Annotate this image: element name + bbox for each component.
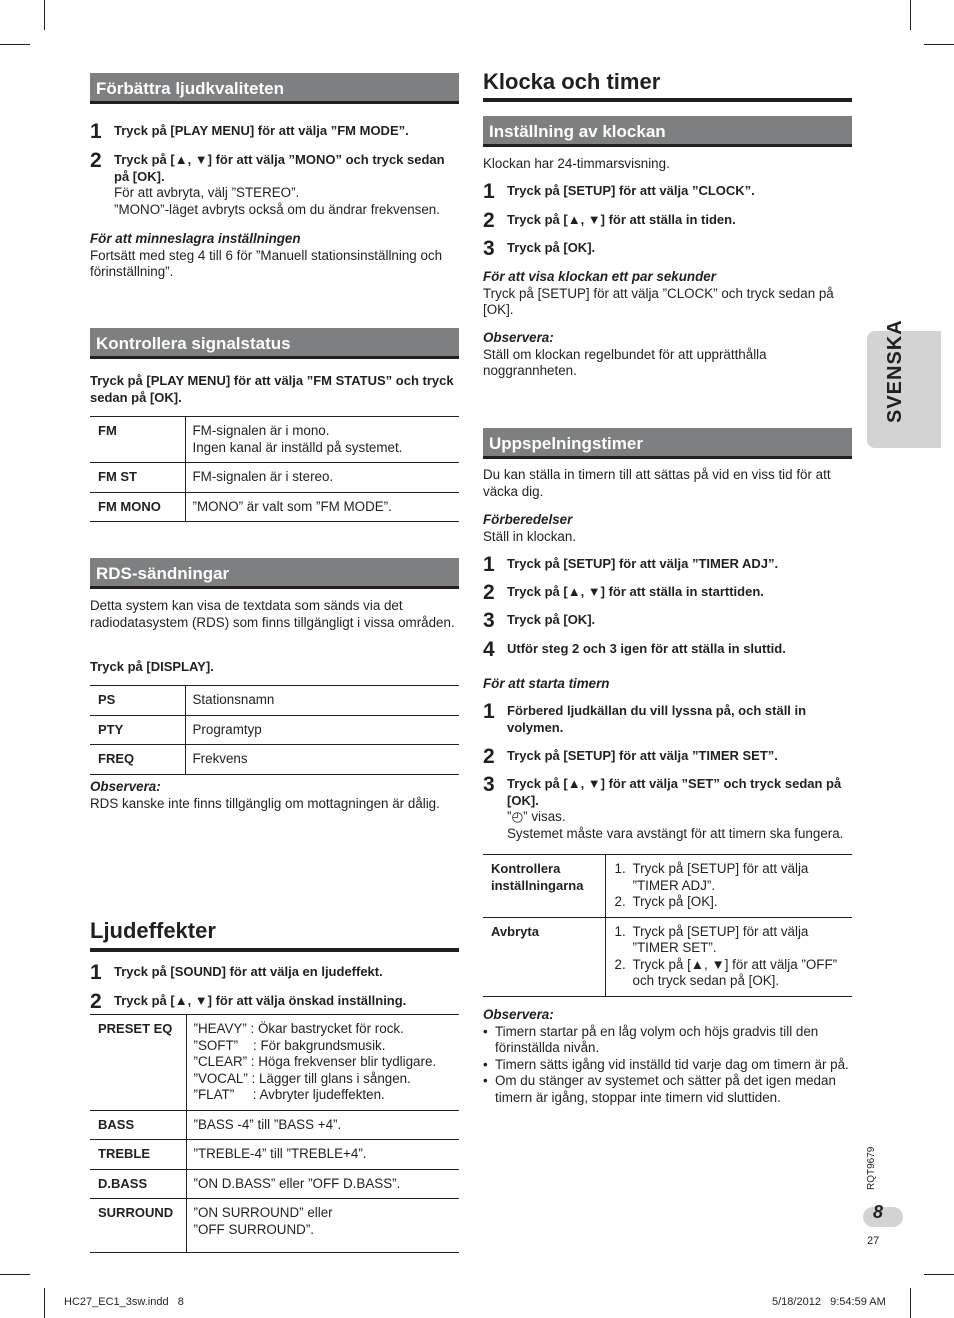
heading-rule [90, 948, 459, 952]
table-row: FM ST FM-signalen är i stereo. [90, 463, 459, 493]
start-step-1: 1 Förbered ljudkällan du vill lyssna på, och ställ in volymen. [483, 700, 807, 735]
table-row: Kontrollera inställningarna 1. Tryck på [SETUP] för att välja ”TIMER ADJ”. 2. Tryck på [OK]. [483, 855, 852, 918]
list-item: 1. Tryck på [SETUP] för att välja ”TIMER SET”. [614, 923, 809, 955]
heading-sound-effects: Ljudeffekter [90, 918, 216, 943]
rds-intro: Detta system kan visa de textdata som sänds via det radiodatasystem (RDS) som finns tillgängligt i vissa områden. [90, 598, 455, 630]
table-row: PTY Programtyp [90, 715, 459, 745]
step-4: 4 Utför steg 2 och 3 igen för att ställa in sluttid. [483, 638, 786, 661]
table-row: TREBLE ”TREBLE-4” till ”TREBLE+4”. [90, 1140, 459, 1170]
clock-intro: Klockan har 24-timmarsvisning. [483, 156, 670, 171]
rds-press: Tryck på [DISPLAY]. [90, 659, 214, 674]
list-item: • Timern startar på en låg volym och höjs gradvis till den förinställda nivån. [483, 1023, 819, 1055]
timer-intro: Du kan ställa in timern till att sättas på vid en viss tid för att väcka dig. [483, 467, 831, 499]
doc-code: RQT9679 [866, 1146, 877, 1190]
section-heading-signal-status: Kontrollera signalstatus [90, 328, 459, 359]
crop-mark [924, 44, 954, 45]
language-tab: SVENSKA [867, 331, 941, 448]
step-3: 3 Tryck på [OK]. [483, 609, 596, 632]
page-number-badge: 8 [863, 1207, 903, 1227]
step-1: 1 Tryck på [SETUP] för att välja ”CLOCK”. [483, 180, 755, 203]
sound-effects-table [90, 1014, 459, 1253]
step-2: 2 Tryck på [▲, ▼] för att ställa in starttiden. [483, 581, 764, 604]
crop-mark [910, 1288, 911, 1318]
section-heading-rds: RDS-sändningar [90, 558, 459, 589]
crop-mark [924, 1274, 954, 1275]
table-row: BASS ”BASS -4” till ”BASS +4”. [90, 1110, 459, 1140]
crop-mark [44, 0, 45, 30]
table-row: SURROUND ”ON SURROUND” eller ”OFF SURROUND”. [90, 1199, 459, 1253]
step-1: 1 Tryck på [SETUP] för att välja ”TIMER ADJ”. [483, 553, 779, 576]
list-item: • Om du stänger av systemet och sätter på det igen medan timern är igång, stoppar inte timern vid sluttiden. [483, 1073, 836, 1105]
table-row: FM FM-signalen är i mono. Ingen kanal är inställd på systemet. [90, 417, 459, 463]
crop-mark [0, 1274, 30, 1275]
start-step-3: 3 Tryck på [▲, ▼] för att välja ”SET” och tryck sedan på [OK]. ”◴” visas. Systemet måste vara avstängt för att timern ska fungera. [483, 773, 844, 841]
memo-note: För att minneslagra inställningen Fortsätt med steg 4 till 6 för ”Manuell stationsinställning och förinställning”. [90, 231, 443, 279]
step-1: 1 Tryck på [SOUND] för att välja en ljudeffekt. [90, 961, 383, 984]
step-2: 2 Tryck på [▲, ▼] för att välja ”MONO” och tryck sedan på [OK]. För att avbryta, välj ”STEREO”. ”MONO”-läget avbryts också om du ändrar frekvensen. [90, 149, 445, 217]
footer-filename: HC27_EC1_3sw.indd 8 [64, 1296, 184, 1308]
list-item: 2. Tryck på [▲, ▼] för att välja ”OFF” och tryck sedan på [OK]. [614, 956, 838, 988]
crop-mark [910, 0, 911, 30]
page-sub-number: 27 [867, 1235, 880, 1247]
crop-mark [0, 44, 30, 45]
section-heading-clock-setting: Inställning av klockan [483, 116, 852, 147]
rds-table [90, 685, 459, 775]
section-heading-playback-timer: Uppspelningstimer [483, 428, 852, 459]
table-row: Avbryta 1. Tryck på [SETUP] för att välja ”TIMER SET”. 2. Tryck på [▲, ▼] för att välja ”OFF” och tryck sedan på [OK]. [483, 917, 852, 996]
list-item: • Timern sätts igång vid inställd tid varje dag om timern är på. [483, 1056, 849, 1072]
footer-timestamp: 5/18/2012 9:54:59 AM [772, 1296, 886, 1308]
clock-seconds-note: För att visa klockan ett par sekunder Tryck på [SETUP] för att välja ”CLOCK” och tryck sedan på [OK]. [483, 269, 834, 317]
heading-rule [483, 98, 852, 102]
list-item: 2. Tryck på [OK]. [614, 894, 718, 909]
crop-mark [44, 1288, 45, 1318]
table-row: PS Stationsnamn [90, 686, 459, 716]
heading-clock-timer: Klocka och timer [483, 69, 661, 94]
list-item: 1. Tryck på [SETUP] för att välja ”TIMER ADJ”. [614, 861, 809, 893]
step-3: 3 Tryck på [OK]. [483, 237, 596, 260]
timer-table [483, 854, 852, 997]
start-step-2: 2 Tryck på [SETUP] för att välja ”TIMER SET”. [483, 745, 778, 768]
signal-status-table [90, 416, 459, 522]
timer-prep: Förberedelser Ställ in klockan. [483, 512, 577, 544]
table-row: D.BASS ”ON D.BASS” eller ”OFF D.BASS”. [90, 1169, 459, 1199]
table-row: FREQ Frekvens [90, 745, 459, 775]
signal-intro: Tryck på [PLAY MENU] för att välja ”FM STATUS” och tryck sedan på [OK]. [90, 373, 454, 405]
step-2: 2 Tryck på [▲, ▼] för att välja önskad inställning. [90, 990, 407, 1013]
step-1: 1 Tryck på [PLAY MENU] för att välja ”FM MODE”. [90, 120, 409, 143]
table-row: FM MONO ”MONO” är valt som ”FM MODE”. [90, 492, 459, 522]
table-row: PRESET EQ ”HEAVY” : Ökar bastrycket för rock. ”SOFT” : För bakgrundsmusik. ”CLEAR” : Höga frekvenser blir tydligare. ”VOCAL” : Lägger till glans i sången. ”FLAT” : Avbryter ljudeffekten. [90, 1015, 459, 1111]
rds-note: Observera: RDS kanske inte finns tillgänglig om mottagningen är dålig. [90, 779, 440, 811]
timer-notes: Observera: • Timern startar på en låg volym och höjs gradvis till den förinställda nivån. • Timern sätts igång vid inställd tid varje dag om timern är på. • Om du stänger av systemet och sätter på det igen medan timern är igång, stoppar inte timern vid sluttiden. [483, 1007, 852, 1106]
timer-start-title: För att starta timern [483, 676, 610, 691]
step-2: 2 Tryck på [▲, ▼] för att ställa in tiden. [483, 209, 736, 232]
section-heading-sound-quality: Förbättra ljudkvaliteten [90, 73, 459, 104]
clock-note: Observera: Ställ om klockan regelbundet för att upprätthålla noggrannheten. [483, 330, 767, 378]
